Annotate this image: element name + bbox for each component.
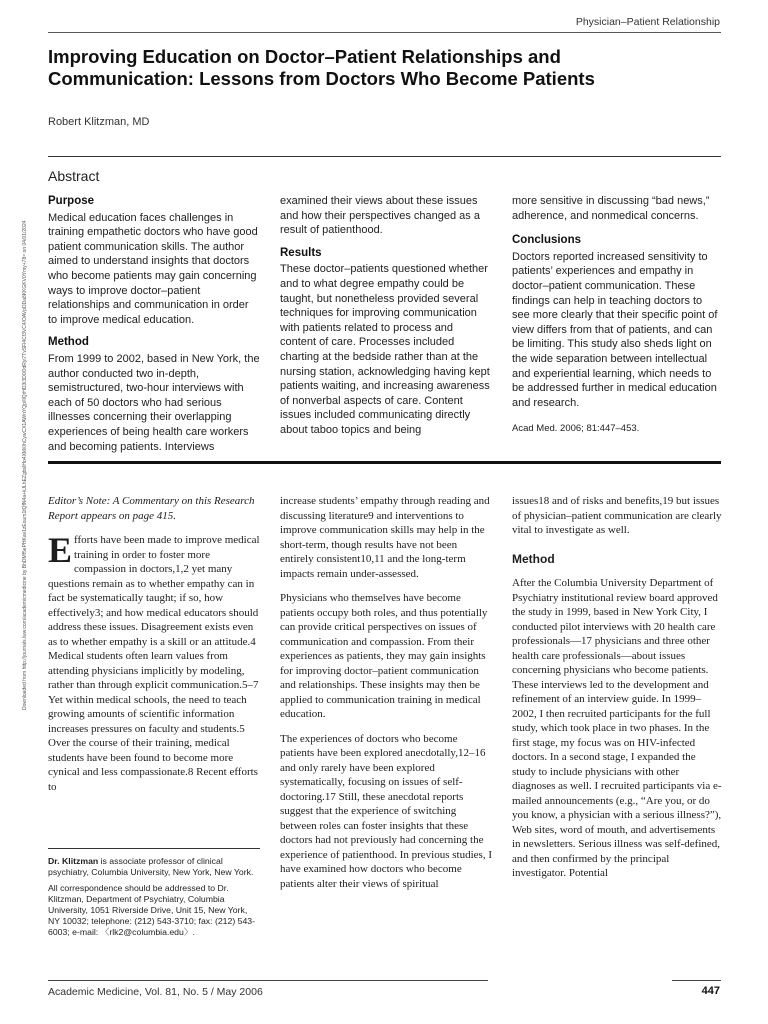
purpose-text: Medical education faces challenges in training empathetic doctors who have good patient communication skills. The author aimed to understand insights that doctors who become patients may gain concerning ways to improve doctor–patient relationships and communication in order to improve medical education. (48, 211, 258, 326)
intro-paragraph (48, 530, 260, 794)
author-line: Robert Klitzman, MD (48, 116, 150, 128)
method-heading: Method (48, 336, 89, 349)
body-column-1 (48, 494, 260, 804)
abstract-label: Abstract (48, 168, 100, 184)
journal-footer: Academic Medicine, Vol. 81, No. 5 / May 2006 (48, 986, 263, 998)
results-text: These doctor–patients questioned whether and to what degree empathy could be taught, but nonetheless provided several techniques for improving communication with patients related to process and content of care. Processes included charting at the bedside rather than at the nursing station, acknowledging having kept patients waiting, and increasing awareness of nonverbal aspects of care. Content issues included communicating directly about taboo topics and being (280, 263, 490, 436)
drop-cap: E (48, 530, 73, 570)
results-text-continued: more sensitive in discussing “bad news,” adherence, and nonmedical concerns. (512, 195, 710, 222)
citation: Acad Med. 2006; 81:447–453. (512, 423, 640, 435)
abstract-column-1 (48, 194, 260, 454)
abstract-column-2 (280, 194, 492, 438)
article-title: Improving Education on Doctor–Patient Relationships and Communication: Lessons from Doctors Who Become Patients (48, 46, 595, 89)
body-column-3 (512, 494, 722, 891)
affiliation-rule (48, 848, 260, 849)
body-column-2 (280, 494, 492, 901)
method-text-continued: examined their views about these issues and how their perspectives changed as a result of patienthood. (280, 195, 480, 237)
header-rule (48, 32, 721, 33)
results-heading: Results (280, 246, 322, 259)
page-number: 447 (701, 985, 720, 997)
abstract-column-3 (512, 194, 722, 437)
method-section-heading: Method (512, 551, 555, 566)
intro-text: fforts have been made to improve medical training in order to foster more compassion in doctors,1,2 yet many questions remain as to whether empathy can in fact be systematically taught; if so, how effectively3; and how medical educators should address these issues. Disagreement exists even as to whether empathy is a skill or an attitude.4 Medical students often learn values from attending physicians implicitly by modeling, rather than through explicit communication.5–7 Yet within medical schools, the need to teach growing amounts of scientific information increases pressures on faculty and students.5 Over the course of their training, medical students have been found to become more cynical and less compassionate.8 Recent efforts to (48, 534, 260, 793)
body-paragraph: increase students’ empathy through reading and discussing literature9 and interventions to improve communication skills may help in the short-term, though results have not been entirely consistent10,11 and the long-term impacts remain under-assessed. (280, 495, 490, 580)
author-affiliation (48, 856, 260, 878)
affiliation-role: is associate professor of clinical psychiatry, Columbia University, New York, New York. (48, 856, 254, 877)
correspondence: All correspondence should be addressed to Dr. Klitzman, Department of Psychiatry, Columbia University, 1051 Riverside Drive, Unit 15, New York, NY 10032; telephone: (212) 543-3710; fax: (212) 543-6003; e-mail: 〈rlk2@columbia.edu〉. (48, 883, 256, 937)
body-paragraph: issues18 and of risks and benefits,19 but issues of physician–patient communication are clearly vital to investigate as well. (512, 495, 722, 536)
footer-rule (48, 980, 488, 981)
abstract-top-rule (48, 156, 721, 157)
body-paragraph: After the Columbia University Department of Psychiatry institutional review board approved the study in 1999, based in New York City, I conducted pilot interviews with 20 health care professionals—17 physicians and three other health care professionals—about issues concerning physicians who become patients. These interviews led to the development and refinement of an interview guide. In 1999–2002, I then recruited participants for the full study, which took place in two phases. In the first stage, my focus was on HIV-infected doctors. In a second stage, I expanded the study to include physicians with other diagnoses as well. I recruited participants via e-mailed announcements (e.g., “Are you, or do you know, a physician with a serious illness?”), Web sites, word of mouth, and advertisements in newsletters. Serious illness was self-defined, and then confirmed by the principal investigator. Potential (512, 577, 722, 879)
editor-note: Editor’s Note: A Commentary on this Research Report appears on page 415. (48, 495, 255, 522)
conclusions-text: Doctors reported increased sensitivity to patients’ experiences and empathy in doctor–patient communication. These findings can help in teaching doctors to see more clearly that their specific point of view differs from that of patients, and can be limiting. This study also sheds light on the wide separation between intellectual and experiential learning, which needs to be addressed further in medical education and research. (512, 250, 718, 409)
running-head: Physician–Patient Relationship (575, 16, 720, 28)
footer-rule-right (672, 980, 721, 981)
body-paragraph: The experiences of doctors who become patients have been explored anecdotally,12–16 and only rarely have been explored systematically, focusing on issues of self-doctoring.17 Still, these anecdotal reports suggest that the experience of switching between roles can foster insights that these doctors had not previously had concerning the experience of patienthood. In previous studies, I have examined how doctors who become patients alter their views of spiritual (280, 732, 492, 890)
purpose-heading: Purpose (48, 195, 95, 207)
affiliation-box (48, 856, 260, 943)
affiliation-name: Dr. Klitzman (48, 856, 99, 866)
abstract-bottom-rule (48, 461, 721, 464)
download-watermark: Downloaded from http://journals.lww.com/academicmedicine by BhDMf5ePHKav1zEoum1tQfN4a+kJLhEZgbsIHo4XMi0hCywCX1AWnYQp/IlQrHD3i3D0OdRyi7TvSFl4Cf3VC4/OAVpDDa8KKGKV0Ymy+78= on 04/01/2024 (22, 220, 28, 710)
conclusions-heading: Conclusions (512, 234, 582, 247)
method-text: From 1999 to 2002, based in New York, the author conducted two in-depth, semistructured, two-hour interviews with each of 50 doctors who had serious illnesses concerning their overlapping experiences of being health care workers and becoming patients. Interviews (48, 352, 260, 453)
body-paragraph: Physicians who themselves have become patients occupy both roles, and thus potentially can provide critical perspectives on issues of communication and compassion. From their experiences as patients, they may gain insights for improving doctor–patient communication and relationships. These insights may then be applied to communication training in medical education. (280, 592, 488, 720)
